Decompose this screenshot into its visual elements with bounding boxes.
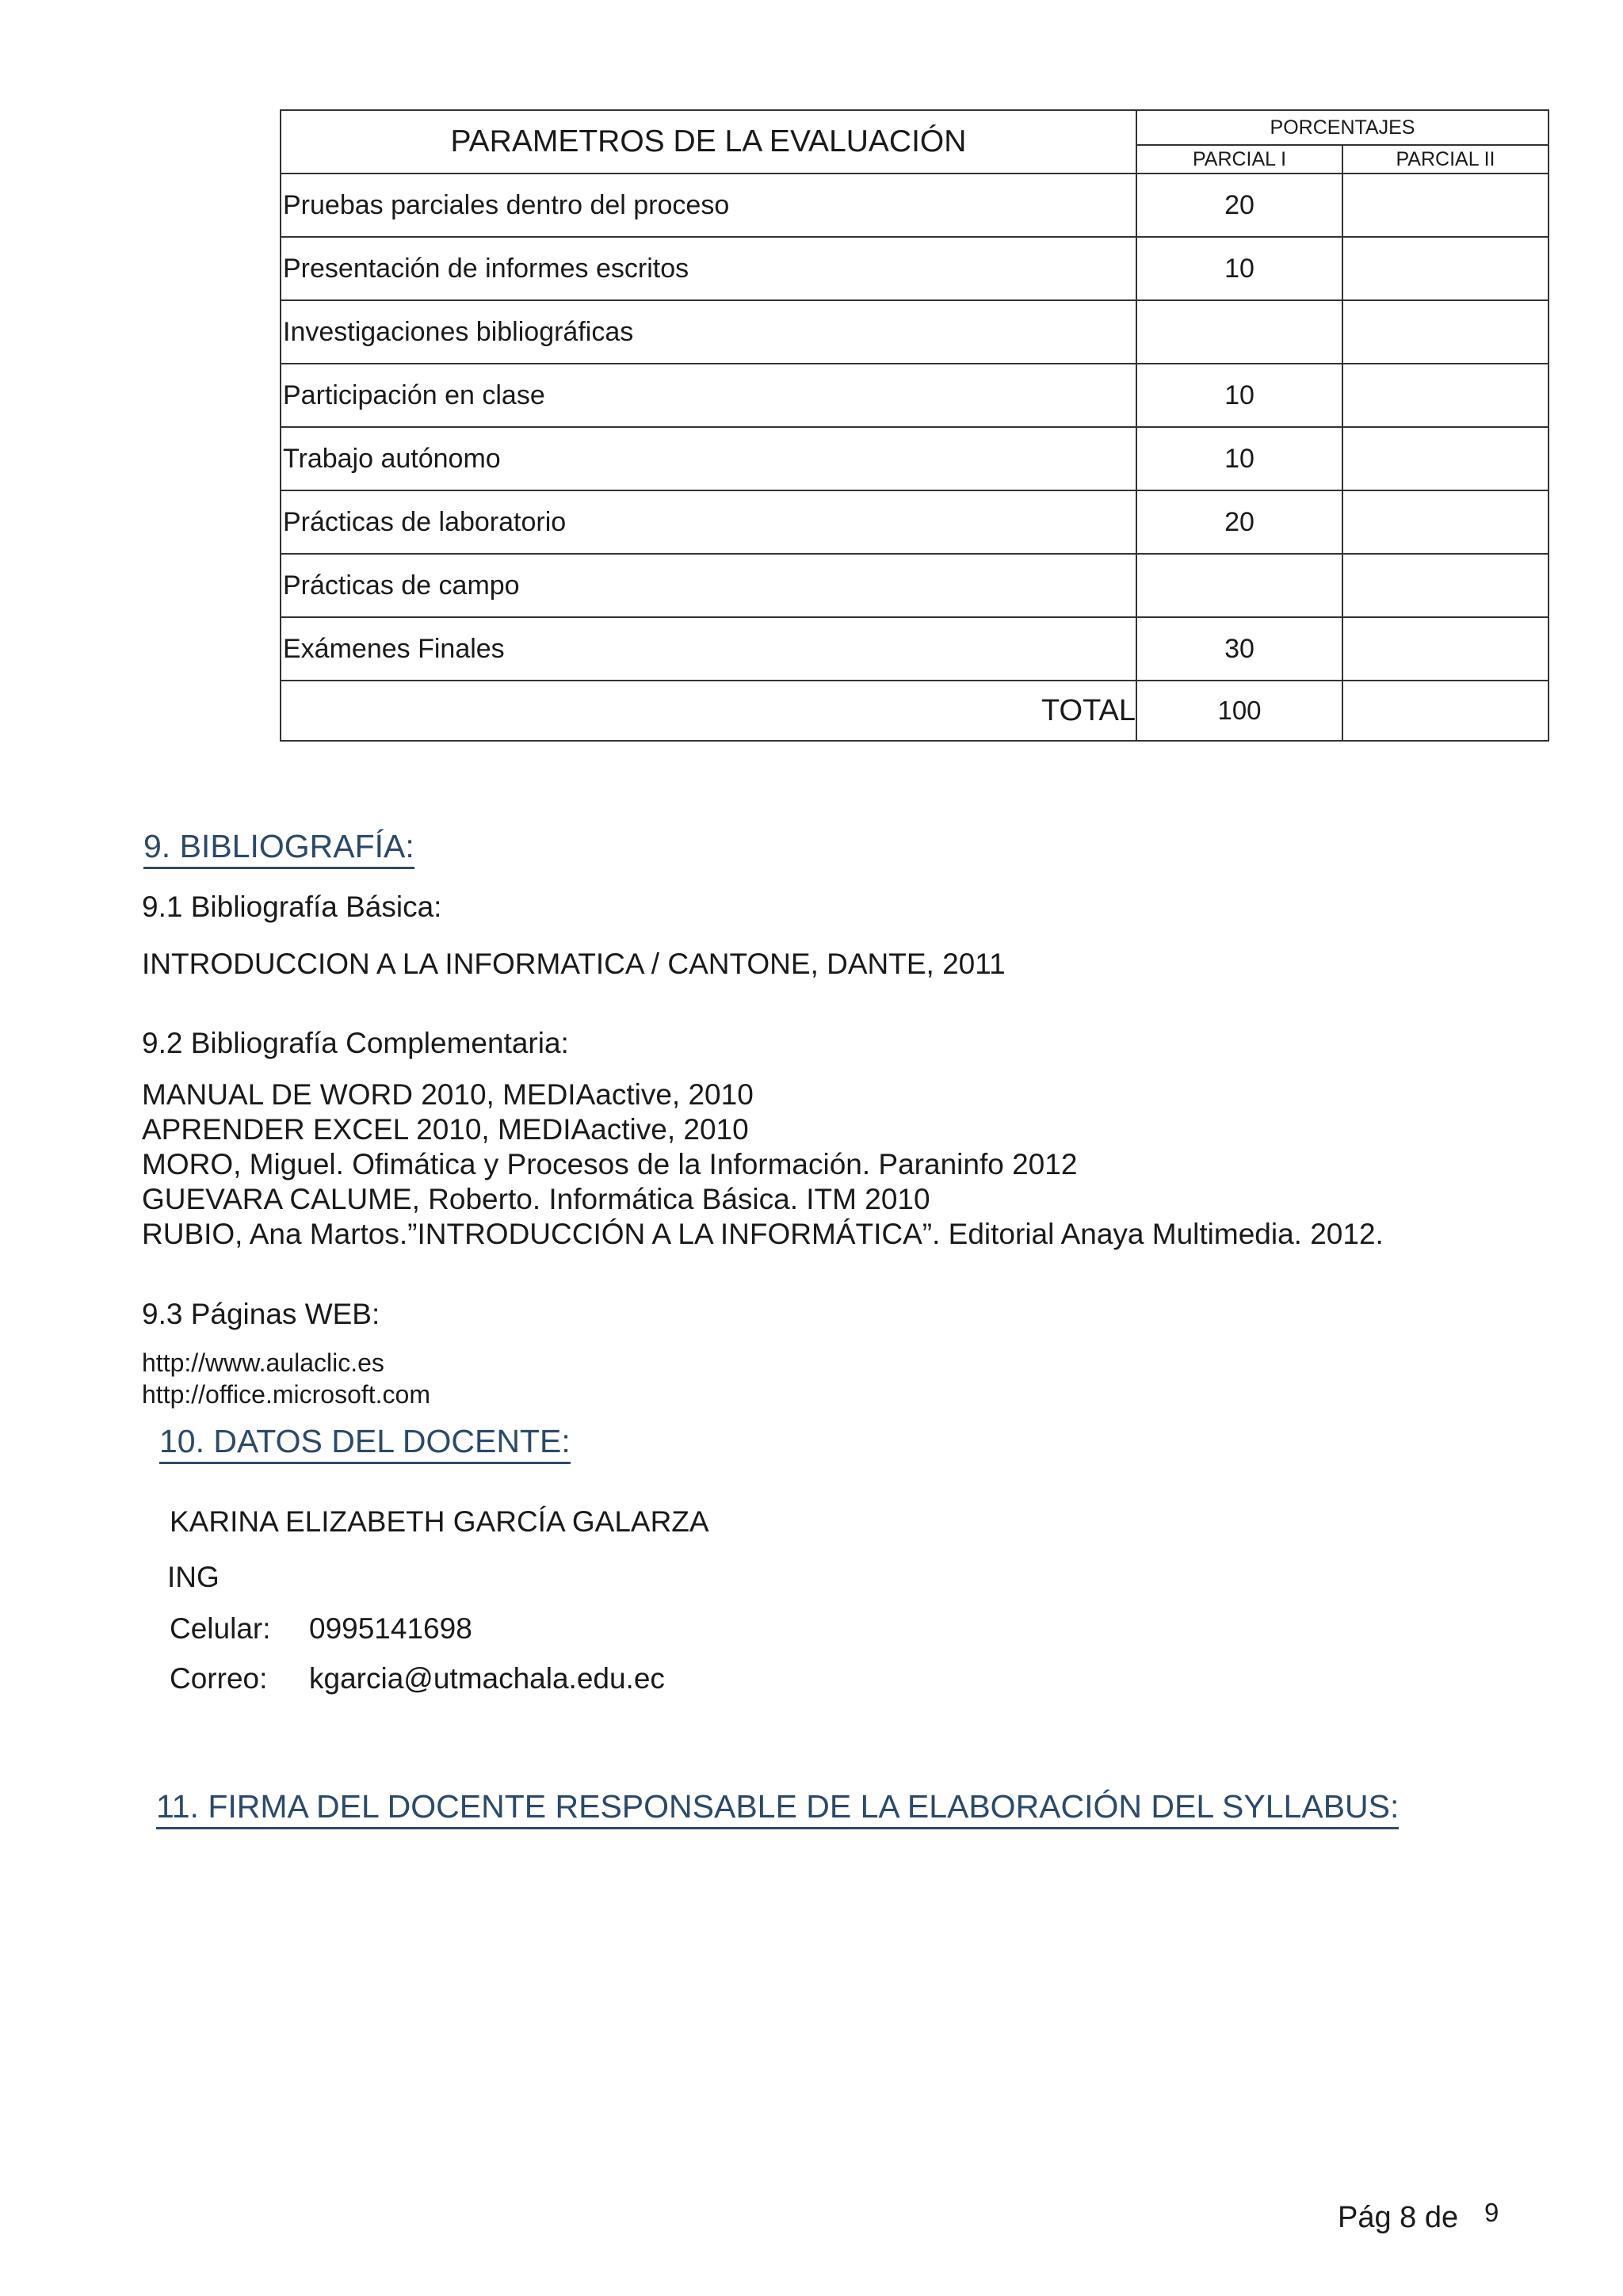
- row-partial-1-value: 20: [1136, 490, 1342, 554]
- row-partial-1-value: 30: [1136, 617, 1342, 681]
- table-row: [281, 617, 1549, 681]
- header-partial-1: PARCIAL I: [1136, 145, 1342, 174]
- row-partial-2-value: [1342, 237, 1549, 300]
- complementary-bibliography-title: 9.2 Bibliografía Complementaria:: [142, 1027, 569, 1059]
- table-row: [281, 427, 1549, 490]
- teacher-name: KARINA ELIZABETH GARCÍA GALARZA: [170, 1505, 709, 1538]
- row-parameter-name: Pruebas parciales dentro del proceso: [281, 174, 1136, 237]
- complementary-bibliography-list: [142, 1077, 1384, 1252]
- row-parameter-name: Trabajo autónomo: [281, 427, 1136, 490]
- row-partial-1-value: 20: [1136, 174, 1342, 237]
- header-partial-2: PARCIAL II: [1342, 145, 1549, 174]
- row-partial-2-value: [1342, 364, 1549, 427]
- list-item: GUEVARA CALUME, Roberto. Informática Básica. ITM 2010: [142, 1183, 930, 1215]
- header-parameters: PARAMETROS DE LA EVALUACIÓN: [281, 110, 1136, 174]
- web-pages-title: 9.3 Páginas WEB:: [142, 1298, 380, 1330]
- list-item: APRENDER EXCEL 2010, MEDIAactive, 2010: [142, 1113, 749, 1146]
- web-pages-list: [142, 1347, 430, 1410]
- page-number-text: Pág 8 de: [1338, 2201, 1459, 2234]
- row-partial-2-value: [1342, 554, 1549, 617]
- signature-heading: 11. FIRMA DEL DOCENTE RESPONSABLE DE LA ELABORACIÓN DEL SYLLABUS:: [156, 1789, 1399, 1829]
- total-partial-2: [1342, 681, 1549, 741]
- bibliography-heading: 9. BIBLIOGRAFÍA:: [143, 829, 414, 869]
- row-parameter-name: Exámenes Finales: [281, 617, 1136, 681]
- teacher-title: ING: [167, 1561, 220, 1593]
- web-link[interactable]: http://office.microsoft.com: [142, 1380, 430, 1409]
- row-partial-2-value: [1342, 490, 1549, 554]
- table-row: [281, 174, 1549, 237]
- email-label: Correo:: [170, 1662, 268, 1695]
- row-partial-1-value: 10: [1136, 364, 1342, 427]
- web-link[interactable]: http://www.aulaclic.es: [142, 1348, 384, 1377]
- basic-bibliography-title: 9.1 Bibliografía Básica:: [142, 891, 442, 923]
- total-row: [281, 681, 1549, 741]
- row-parameter-name: Investigaciones bibliográficas: [281, 300, 1136, 364]
- table-row: [281, 300, 1549, 364]
- row-parameter-name: Prácticas de laboratorio: [281, 490, 1136, 554]
- table-row: [281, 490, 1549, 554]
- phone-value: 0995141698: [309, 1612, 472, 1645]
- table-row: [281, 554, 1549, 617]
- total-pages: 9: [1484, 2198, 1499, 2227]
- row-partial-1-value: [1136, 300, 1342, 364]
- row-partial-1-value: 10: [1136, 237, 1342, 300]
- list-item: MORO, Miguel. Ofimática y Procesos de la Información. Paraninfo 2012: [142, 1148, 1078, 1180]
- row-parameter-name: Presentación de informes escritos: [281, 237, 1136, 300]
- list-item: MANUAL DE WORD 2010, MEDIAactive, 2010: [142, 1078, 754, 1111]
- list-item: RUBIO, Ana Martos.”INTRODUCCIÓN A LA INFORMÁTICA”. Editorial Anaya Multimedia. 2012.: [142, 1218, 1384, 1250]
- row-partial-1-value: [1136, 554, 1342, 617]
- evaluation-table: [280, 109, 1549, 742]
- header-percentages: PORCENTAJES: [1136, 110, 1549, 145]
- row-partial-2-value: [1342, 174, 1549, 237]
- row-partial-2-value: [1342, 427, 1549, 490]
- row-partial-2-value: [1342, 617, 1549, 681]
- teacher-heading: 10. DATOS DEL DOCENTE:: [159, 1424, 571, 1464]
- phone-label: Celular:: [170, 1612, 271, 1645]
- email-value: kgarcia@utmachala.edu.ec: [309, 1662, 665, 1695]
- table-row: [281, 364, 1549, 427]
- total-partial-1: 100: [1136, 681, 1342, 741]
- row-parameter-name: Participación en clase: [281, 364, 1136, 427]
- total-label: TOTAL: [281, 681, 1136, 741]
- table-row: [281, 237, 1549, 300]
- basic-bibliography-item: INTRODUCCION A LA INFORMATICA / CANTONE, DANTE, 2011: [142, 948, 1006, 980]
- row-partial-1-value: 10: [1136, 427, 1342, 490]
- row-parameter-name: Prácticas de campo: [281, 554, 1136, 617]
- row-partial-2-value: [1342, 300, 1549, 364]
